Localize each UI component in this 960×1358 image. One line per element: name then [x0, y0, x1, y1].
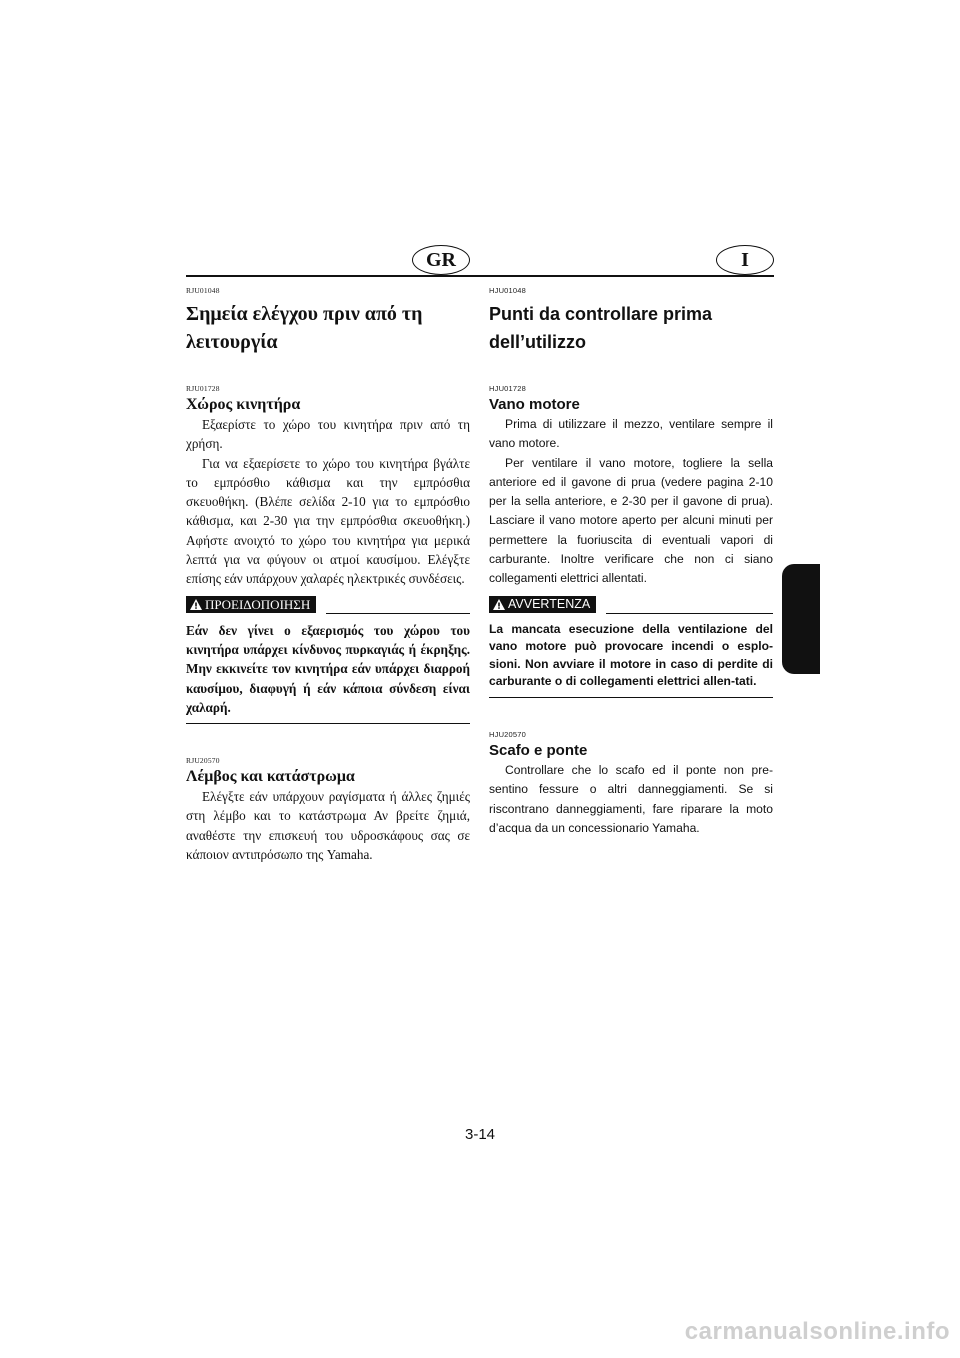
warning-icon [190, 599, 202, 610]
warning-text: La mancata esecuzione della ventilazione del vano motore può provocare incendi o esplo-sioni. Non avviare il motore in caso di perdite di carburante o di collegamenti elettrici allen-tati. [489, 621, 773, 698]
warning-icon [493, 599, 505, 610]
page-title: Σημεία ελέγχου πριν από τη λειτουργία [186, 303, 423, 353]
section-heading-engine-compartment: Χώρος κινητήρα [186, 396, 301, 413]
paragraph: Εξαερίστε το χώρο του κινητήρα πριν από τη χρήση. [186, 417, 470, 452]
warning-header [186, 595, 470, 615]
watermark: carmanualsonline.info [684, 1318, 950, 1345]
paragraph: Prima di utilizzare il mezzo, ventilare sempre il vano motore. [489, 417, 773, 451]
section-code: HJU01048 [489, 286, 527, 295]
section-heading-engine-compartment: Vano motore [489, 396, 580, 413]
paragraph: Για να εξαερίσετε το χώρο του κινητήρα βγάλτε το εμπρόσθιο κάθισμα και την εμπρόσθια σκευοθήκη. (Βλέπε σελίδα 2-10 για το εμπρόσθιο κάθισμα, και 2-30 για την εμπρόσθια σκευοθήκη.) Αφήστε ανοιχτό το χώρο του κινητήρα για μερικά λεπτά για να φύγουν οι ατμοί καυσίμου. Ελέγξτε επίσης εάν υπάρχουν χαλαρές ηλεκτρικές συνδέσεις. [186, 455, 470, 587]
section-heading-hull-deck: Λέμβος και κατάστρωμα [186, 768, 355, 786]
page-number: 3-14 [464, 1126, 496, 1143]
warning-rule [326, 613, 470, 614]
section-code: RJU01048 [186, 286, 220, 295]
language-badge-gr: GR [412, 245, 470, 275]
italian-column [489, 286, 773, 838]
paragraph: Per ventilare il vano motore, togliere la sella anteriore ed il gavone di prua (vedere pagina 2-10 per la sella anteriore, e 2-30 per il gavone di prua). Lasciare il vano motore aperto per alcuni minuti per permettere la fuoriuscita di eventuali vapori di carburante. Inoltre verificare che non ci siano collegamenti elettrici allentati. [489, 455, 773, 586]
paragraph: Ελέγξτε εάν υπάρχουν ραγίσματα ή άλλες ζημιές στη λέμβο και το κατάστρωμα Αν βρείτε ζημιά, αναθέστε την επισκευή του υδροσκάφους σας σε κάποιον αντιπρόσωπο της Yamaha. [186, 789, 470, 863]
section-code: HJU01728 [489, 384, 527, 393]
section-code: RJU01728 [186, 384, 220, 393]
warning-label: AVVERTENZA [489, 596, 596, 613]
header-rule [186, 275, 774, 277]
section-code: HJU20570 [489, 730, 527, 740]
language-badge-i: I [716, 245, 774, 275]
chapter-tab [782, 564, 820, 674]
section-code: RJU20570 [186, 756, 220, 766]
warning-text: Εάν δεν γίνει ο εξαερισμός του χώρου του κινητήρα υπάρχει κίνδυνος πυρκαγιάς ή έκρηξης. Μην εκκινείτε τον κινητήρα εάν υπάρχει διαρροή καυσίμου, διαφυγή ή εάν κάποια σύνδεση είναι χαλαρή. [186, 621, 470, 724]
warning-label: ΠΡΟΕΙΔΟΠΟΙΗΣΗ [186, 596, 316, 613]
warning-rule [606, 613, 773, 614]
greek-column [186, 286, 470, 864]
page-title: Punti da controllare prima dell’utilizzo [489, 304, 713, 352]
warning-header [489, 595, 773, 615]
section-heading-hull-deck: Scafo e ponte [489, 742, 588, 760]
paragraph: Controllare che lo scafo ed il ponte non pre-sentino fessure o altri danneggiamenti. Se si riscontrano danneggiamenti, fare riparare la moto d’acqua da un concessionario Yamaha. [489, 763, 773, 835]
